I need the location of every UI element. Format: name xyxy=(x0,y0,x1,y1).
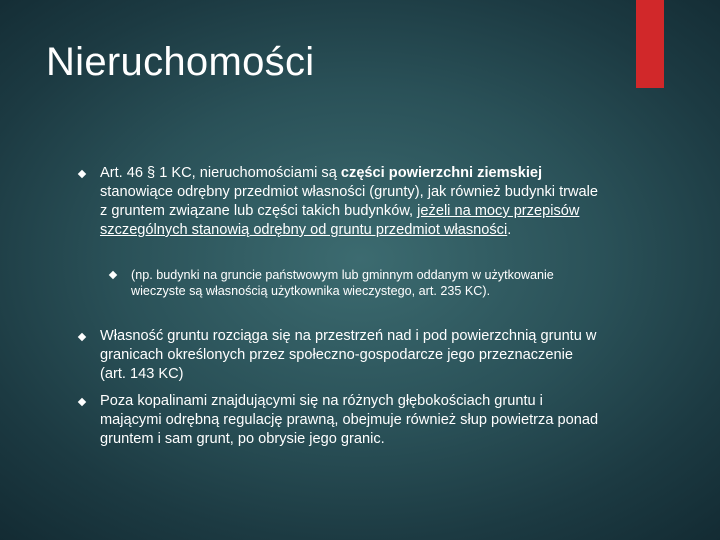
bullet-1-text-intro: Art. 46 § 1 KC, nieruchomościami są xyxy=(100,165,341,181)
bullet-1-text-end: . xyxy=(507,222,512,238)
bullet-item-2: Własność gruntu rozciąga się na przestrzeń nad i pod powierzchnią gruntu w granicach określonych przez społeczno-gospodarcze jego przeznaczenie (art. 143 KC) xyxy=(100,328,597,382)
bullet-1-text-middle: stanowiące odrębny przedmiot własności (grunty), jak również budynki trwale z gruntem związane lub części takich budynków, xyxy=(100,184,599,219)
slide-title: Nieruchomości xyxy=(46,40,315,84)
bullet-item-3: Poza kopalinami znajdującymi się na różnych głębokościach gruntu i mającymi odrębną regulację prawną, obejmuje również słup powietrza ponad gruntem i sam grunt, po obrysie jego granic. xyxy=(100,393,599,447)
sub-bullet-item-1: (np. budynki na gruncie państwowym lub gminnym oddanym w użytkowanie wieczyste są własnością użytkownika wieczystego, art. 235 KC). xyxy=(131,268,554,298)
bullet-1-text-bold: części powierzchni ziemskiej xyxy=(340,165,543,181)
bullet-item-1 xyxy=(100,164,600,240)
red-accent-bar xyxy=(636,0,664,88)
bullet-1-text-underlined: jeżeli na mocy przepisów szczególnych stanowią odrębny od gruntu przedmiot własności xyxy=(100,203,580,238)
